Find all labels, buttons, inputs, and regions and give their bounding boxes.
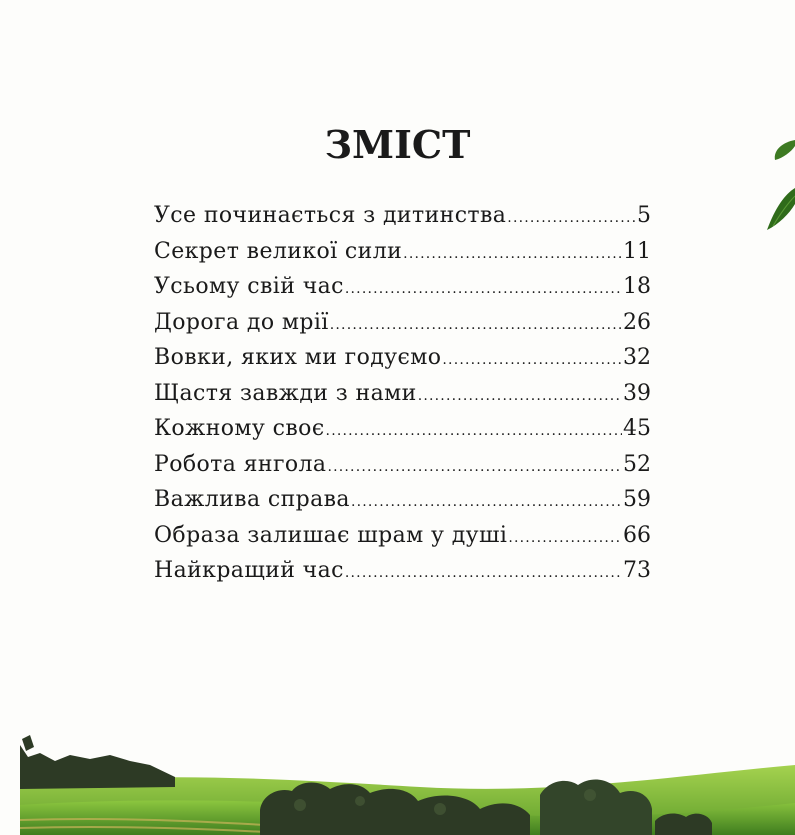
toc-entry[interactable] (154, 345, 651, 381)
toc-entry-title: Образа залишає шрам у душі (154, 522, 508, 548)
page-title: ЗМІСТ (324, 122, 471, 167)
toc-entry-page: 26 (623, 309, 651, 335)
toc-entry[interactable] (154, 203, 651, 239)
toc-dot-leader (351, 494, 622, 510)
landscape-illustration (0, 725, 795, 835)
toc-entry[interactable] (154, 310, 651, 346)
toc-dot-leader (345, 281, 622, 297)
toc-entry-title: Важлива справа (154, 487, 350, 512)
toc-entry-title: Дорога до мрії (154, 309, 329, 335)
toc-entry-page: 73 (623, 558, 651, 583)
toc-entry[interactable] (154, 274, 651, 310)
toc-entry-title: Вовки, яких ми годуємо (154, 345, 442, 370)
toc-dot-leader (330, 317, 622, 333)
table-of-contents (154, 203, 651, 594)
toc-entry-page: 18 (623, 274, 651, 299)
toc-dot-leader (345, 565, 622, 581)
toc-dot-leader (508, 530, 622, 546)
toc-entry-title: Робота янгола (154, 451, 327, 477)
toc-entry-page: 5 (637, 203, 651, 228)
toc-entry[interactable] (154, 381, 651, 417)
toc-entry[interactable] (154, 416, 651, 452)
toc-entry[interactable] (154, 523, 651, 559)
toc-entry-page: 39 (623, 380, 651, 406)
toc-dot-leader (507, 210, 636, 226)
toc-entry-title: Щастя завжди з нами (154, 380, 417, 406)
toc-entry-page: 59 (623, 487, 651, 512)
toc-entry-title: Кожному своє (154, 416, 325, 441)
toc-entry-title: Секрет великої сили (154, 238, 403, 264)
toc-dot-leader (326, 423, 622, 439)
toc-dot-leader (403, 246, 622, 262)
toc-entry-title: Найкращий час (154, 558, 344, 583)
toc-dot-leader (418, 388, 622, 404)
toc-dot-leader (327, 459, 622, 475)
toc-entry[interactable] (154, 239, 651, 275)
toc-entry-page: 52 (623, 451, 651, 477)
toc-entry-title: Усьому свій час (154, 274, 344, 299)
toc-dot-leader (442, 352, 622, 368)
toc-entry[interactable] (154, 452, 651, 488)
toc-entry-page: 45 (623, 416, 651, 441)
toc-entry-page: 32 (623, 345, 651, 370)
toc-entry-page: 66 (623, 522, 651, 548)
toc-entry-page: 11 (623, 238, 651, 264)
toc-entry-title: Усе починається з дитинства (154, 203, 507, 228)
toc-entry[interactable] (154, 558, 651, 594)
toc-entry[interactable] (154, 487, 651, 523)
